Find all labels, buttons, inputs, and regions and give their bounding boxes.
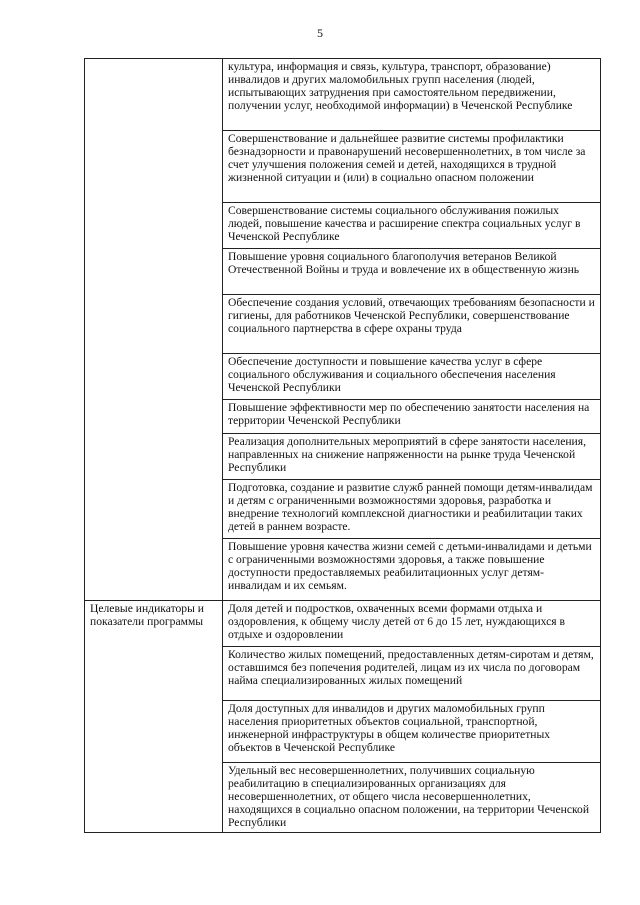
- section-label: Целевые индикаторы и показатели программы: [85, 601, 223, 833]
- row-text: Повышение уровня социального благополучия ветеранов Великой Отечественной Войны и труда и вовлечение их в общественную жизнь: [223, 249, 601, 295]
- row-text: Обеспечение доступности и повышение качества услуг в сфере социального обслуживания и социального обеспечения населения Чеченской Республики: [223, 354, 601, 400]
- row-text: Удельный вес несовершеннолетних, получивших социальную реабилитацию в специализированных организациях для несовершеннолетних, от общего числа несовершеннолетних, находящихся в социально опасном положении, на территории Чеченской Республики: [223, 763, 601, 833]
- row-text: Количество жилых помещений, предоставленных детям-сиротам и детям, оставшимся без попечения родителей, лицам из их числа по договорам найма специализированных жилых помещений: [223, 647, 601, 701]
- row-text: Повышение эффективности мер по обеспечению занятости населения на территории Чеченской Республики: [223, 400, 601, 434]
- row-text: Реализация дополнительных мероприятий в сфере занятости населения, направленных на снижение напряженности на рынке труда Чеченской Республики: [223, 434, 601, 480]
- program-table: [84, 58, 601, 833]
- row-text: Подготовка, создание и развитие служб ранней помощи детям-инвалидам и детям с ограниченными возможностями здоровья, разработка и внедрение технологий комплексной диагностики и реабилитации таких детей в раннем возрасте.: [223, 480, 601, 539]
- row-text: Повышение уровня качества жизни семей с детьми-инвалидами и детьми с ограниченными возможностями здоровья, а также повышение доступности предоставляемых реабилитационных услуг детям-инвалидам и их семьям.: [223, 539, 601, 601]
- row-text: Совершенствование и дальнейшее развитие системы профилактики безнадзорности и правонарушений несовершеннолетних, в том числе за счет улучшения положения семей и детей, находящихся в трудной жизненной ситуации и (или) в социально опасном положении: [223, 131, 601, 203]
- page-number: 5: [317, 26, 323, 40]
- table-row: [85, 601, 601, 647]
- row-text: культура, информация и связь, культура, транспорт, образование) инвалидов и других маломобильных групп населения (людей, испытывающих затруднения при самостоятельном передвижении, получении услуг, необходимой информации) в Чеченской Республике: [223, 59, 601, 131]
- row-text: Доля доступных для инвалидов и других маломобильных групп населения приоритетных объектов социальной, транспортной, инженерной инфраструктуры в общем количестве приоритетных объектов в Чеченской Республике: [223, 701, 601, 763]
- row-text: Обеспечение создания условий, отвечающих требованиям безопасности и гигиены, для работников Чеченской Республики, совершенствование социального партнерства в сфере охраны труда: [223, 295, 601, 354]
- table-row: [85, 59, 601, 131]
- row-text: Совершенствование системы социального обслуживания пожилых людей, повышение качества и расширение спектра социальных услуг в Чеченской Республике: [223, 203, 601, 249]
- empty-label-cell: [85, 59, 223, 601]
- row-text: Доля детей и подростков, охваченных всеми формами отдыха и оздоровления, к общему числу детей от 6 до 15 лет, нуждающихся в отдыхе и оздоровлении: [223, 601, 601, 647]
